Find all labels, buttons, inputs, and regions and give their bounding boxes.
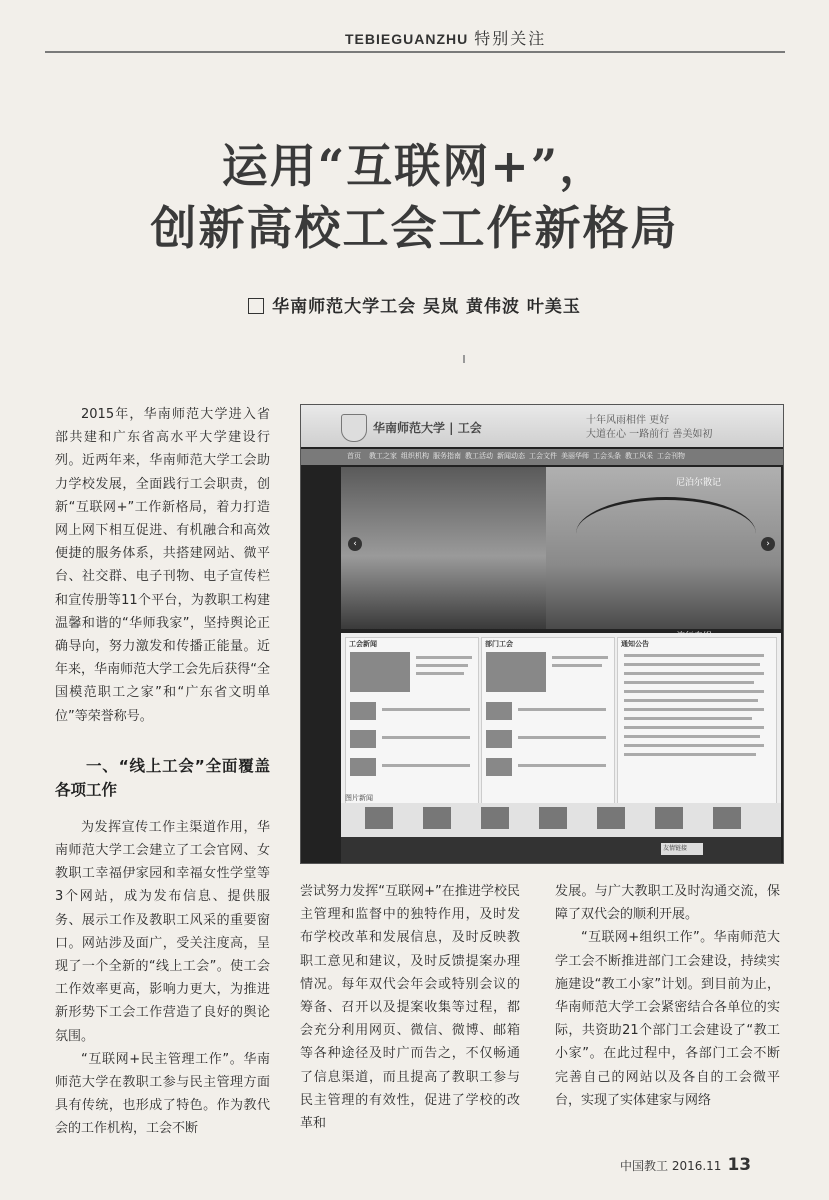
paragraph: “互联网+民主管理工作”。华南师范大学在教职工参与民主管理方面具有传统，也形成了特色。作为教代会的工作机构，工会不断	[55, 1051, 270, 1137]
article-title	[0, 135, 829, 259]
chevron-right-icon: ›	[761, 537, 775, 551]
text-line	[518, 736, 606, 739]
page-header	[45, 24, 785, 54]
gallery-thumb	[713, 807, 741, 829]
nav-item: 教工活动	[465, 452, 493, 460]
block-image	[486, 652, 546, 692]
text-line	[624, 717, 752, 720]
nav-item: 工会文件	[529, 452, 557, 460]
column-3	[555, 880, 780, 1112]
column-2	[300, 880, 520, 1135]
nav-item: 工会刊物	[657, 452, 685, 460]
content-block	[345, 637, 479, 814]
text-line	[624, 735, 760, 738]
university-logo-icon	[341, 414, 367, 442]
title-line-2: 创新高校工会工作新格局	[150, 201, 679, 255]
byline-text: 华南师范大学工会 吴岚 黄伟波 叶美玉	[272, 297, 581, 317]
photo-gallery	[341, 794, 781, 837]
gallery-thumb	[481, 807, 509, 829]
site-banner	[341, 467, 781, 629]
gallery-thumb	[423, 807, 451, 829]
slogan-line: 大道在心 一路前行 善美如初	[586, 429, 713, 440]
site-header	[301, 405, 783, 447]
text-line	[518, 708, 606, 711]
site-name: 华南师范大学 | 工会	[373, 421, 482, 435]
block-image	[486, 730, 512, 748]
site-content	[341, 633, 781, 818]
slogan-line: 十年风雨相伴 更好	[586, 415, 670, 426]
divider-mark	[463, 355, 465, 363]
text-line	[382, 736, 470, 739]
block-title: 部门工会	[485, 640, 513, 648]
section-heading: 一、“线上工会”全面覆盖各项工作	[55, 756, 270, 799]
section-tag-en: TEBIEGUANZHU	[345, 31, 469, 47]
block-image	[350, 730, 376, 748]
gallery-thumb	[597, 807, 625, 829]
chevron-left-icon: ‹	[348, 537, 362, 551]
text-line	[382, 764, 470, 767]
nav-item: 新闻动态	[497, 452, 525, 460]
banner-tag: 尼泊尔散记	[676, 478, 722, 488]
site-nav	[301, 449, 783, 465]
page-footer	[620, 1155, 751, 1175]
content-block	[617, 637, 777, 814]
nav-item: 工会头条	[593, 452, 621, 460]
text-line	[518, 764, 606, 767]
text-line	[552, 656, 608, 659]
paragraph: 发展。与广大教职工及时沟通交流，保障了双代会的顺利开展。	[555, 884, 780, 923]
text-line	[624, 753, 756, 756]
gallery-thumb	[539, 807, 567, 829]
friend-links-select: 友情链接	[661, 843, 703, 855]
text-line	[416, 664, 468, 667]
section-tag-cn: 特别关注	[474, 31, 547, 48]
text-line	[382, 708, 470, 711]
gallery-title: 图片新闻	[345, 794, 373, 802]
gallery-thumb	[365, 807, 393, 829]
text-line	[624, 708, 764, 711]
nav-item: 美丽华师	[561, 452, 589, 460]
paragraph: “互联网+组织工作”。华南师范大学工会不断推进部门工会建设，持续实施建设“教工小家”计划。到目前为止，华南师范大学工会紧密结合各单位的实际，共资助21个部门工会建设了“教工小家”。在此过程中，各部门工会不断完善自己的网站以及各自的工会微平台，实现了实体建家与网络	[555, 930, 780, 1108]
text-line	[624, 744, 764, 747]
text-line	[624, 726, 764, 729]
paragraph: 为发挥宣传工作主渠道作用，华南师范大学工会建立了工会官网、女教职工幸福伊家园和幸福女性学堂等3个网站，成为发布信息、提供服务、展示工作及教职工风采的重要窗口。网站涉及面广，受关注度高，呈现了一个全新的“线上工会”。使工会工作效率更高，影响力更大，为推进新形势下工会工作营造了良好的舆论氛围。	[55, 819, 270, 1044]
block-image	[350, 758, 376, 776]
nav-item: 组织机构	[401, 452, 429, 460]
text-line	[624, 681, 754, 684]
block-image	[486, 758, 512, 776]
block-title: 通知公告	[621, 640, 649, 648]
text-line	[416, 672, 464, 675]
paragraph: 尝试努力发挥“互联网+”在推进学校民主管理和监督中的独特作用，及时发布学校改革和发展信息，及时反映教职工意见和建议，及时反馈提案办理情况。每年双代会年会或特别会议的筹备、召开以及提案收集等过程，都会充分利用网页、微信、微博、邮箱等各种途径及时广而告之，不仅畅通了信息渠道，而且提高了教职工参与民主管理的有效性，促进了学校的改革和	[300, 884, 520, 1132]
nav-item: 教工风采	[625, 452, 653, 460]
site-slogan	[586, 414, 712, 442]
column-1	[55, 403, 270, 1141]
text-line	[416, 656, 472, 659]
tent-shape	[576, 497, 756, 570]
text-line	[624, 672, 764, 675]
gallery-thumb	[655, 807, 683, 829]
block-image	[486, 702, 512, 720]
block-image	[350, 652, 410, 692]
magazine-issue: 中国教工 2016.11	[620, 1159, 722, 1173]
nav-item: 首页	[347, 452, 361, 460]
section-tag	[345, 26, 546, 49]
block-title: 工会新闻	[349, 640, 377, 648]
text-line	[552, 664, 602, 667]
title-line-1: 运用“互联网+”，	[221, 139, 608, 193]
nav-item: 教工之家	[369, 452, 397, 460]
website-screenshot	[300, 404, 784, 864]
byline	[0, 292, 829, 317]
nav-item: 服务指南	[433, 452, 461, 460]
text-line	[624, 699, 758, 702]
site-footer	[341, 837, 781, 863]
byline-box-icon	[248, 298, 264, 314]
block-image	[350, 702, 376, 720]
text-line	[624, 654, 764, 657]
content-block	[481, 637, 615, 814]
text-line	[624, 663, 760, 666]
page-number: 13	[727, 1155, 752, 1175]
paragraph: 2015年，华南师范大学进入省部共建和广东省高水平大学建设行列。近两年来，华南师范大学工会助力学校发展，全面践行工会职责，创新“互联网+”工作新格局，着力打造网上网下相互促进、有机融合和高效便捷的服务体系，共搭建网站、微平台、社交群、电子刊物、电子宣传栏和宣传册等11个平台，为教职工构建温馨和谐的“华师我家”，坚持舆论正确导向，努力激发和传播正能量。近年来，华南师范大学工会先后获得“全国模范职工之家”和“广东省文明单位”等荣誉称号。	[55, 407, 270, 724]
text-line	[624, 690, 764, 693]
header-rule	[45, 51, 785, 53]
